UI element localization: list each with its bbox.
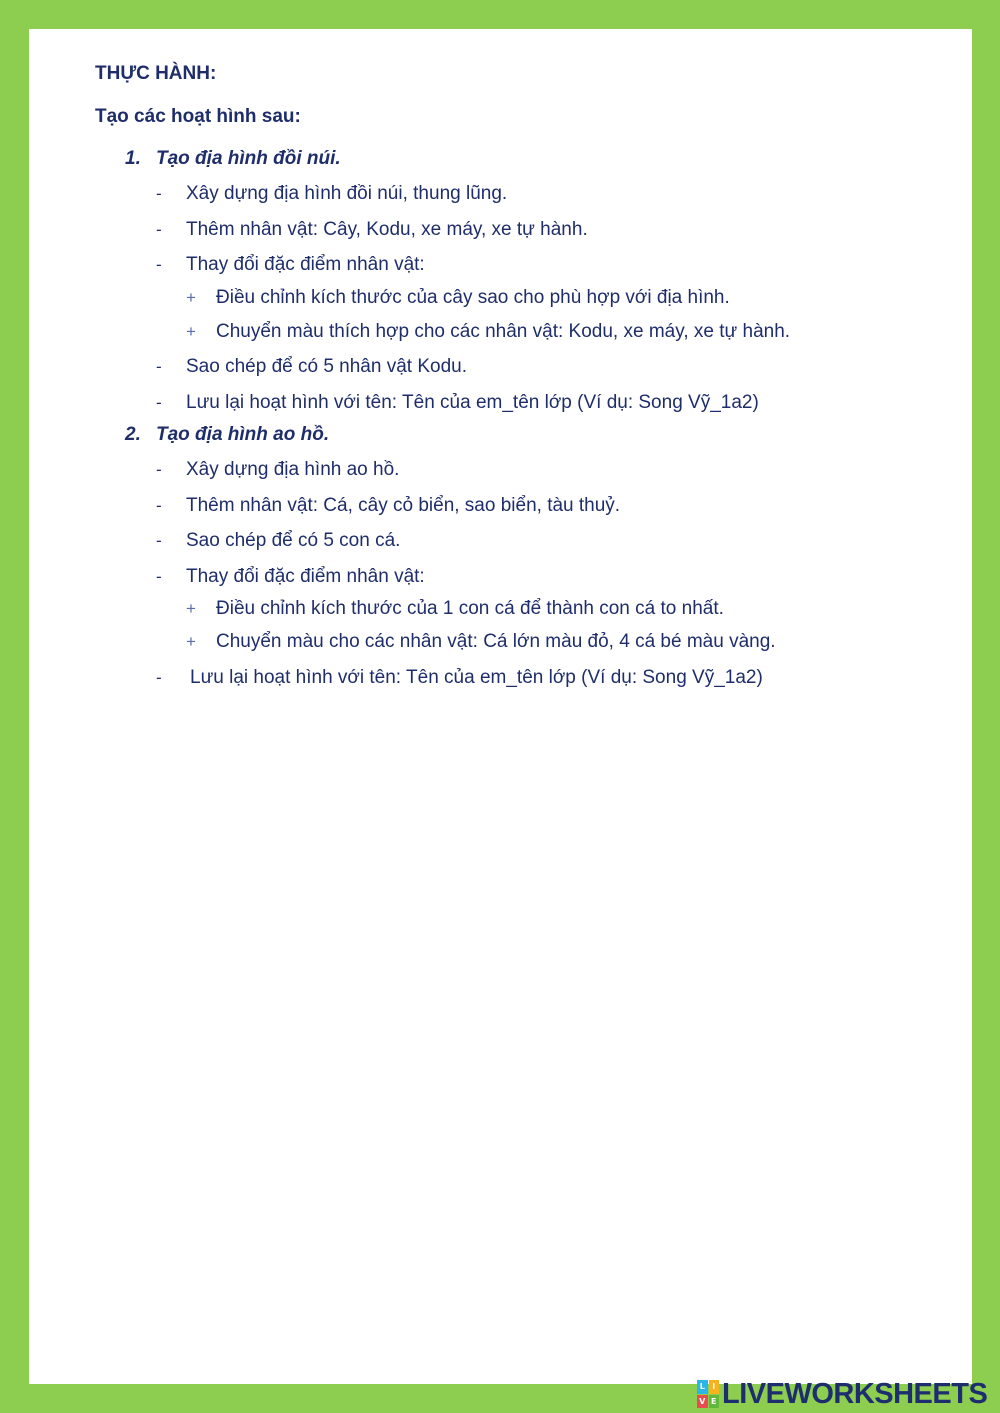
list-item: Thêm nhân vật: Cá, cây cỏ biển, sao biển, tàu thuỷ. bbox=[186, 495, 621, 516]
bullet-plus: + bbox=[186, 288, 196, 307]
liveworksheets-logo-icon bbox=[697, 1380, 719, 1408]
bullet-dash: - bbox=[156, 255, 162, 274]
logo-text: LIVEWORKSHEETS bbox=[722, 1377, 988, 1410]
bullet-plus: + bbox=[186, 599, 196, 618]
list-item: Sao chép để có 5 con cá. bbox=[186, 530, 401, 551]
bullet-plus: + bbox=[186, 632, 196, 651]
list-item: Thêm nhân vật: Cây, Kodu, xe máy, xe tự hành. bbox=[186, 219, 588, 240]
sub-list-item: Điều chỉnh kích thước của cây sao cho phù hợp với địa hình. bbox=[216, 287, 730, 308]
liveworksheets-logo[interactable] bbox=[697, 1378, 987, 1410]
section-1-title: Tạo địa hình đồi núi. bbox=[156, 148, 341, 169]
bullet-dash: - bbox=[156, 668, 162, 687]
list-item: Lưu lại hoạt hình với tên: Tên của em_tên lớp (Ví dụ: Song Vỹ_1a2) bbox=[190, 667, 763, 688]
bullet-dash: - bbox=[156, 393, 162, 412]
section-1-number: 1. bbox=[125, 148, 141, 169]
page-heading: THỰC HÀNH: bbox=[95, 63, 217, 84]
bullet-dash: - bbox=[156, 184, 162, 203]
bullet-dash: - bbox=[156, 357, 162, 376]
bullet-dash: - bbox=[156, 220, 162, 239]
list-item: Sao chép để có 5 nhân vật Kodu. bbox=[186, 356, 467, 377]
list-item: Xây dựng địa hình ao hồ. bbox=[186, 459, 400, 480]
list-item: Xây dựng địa hình đồi núi, thung lũng. bbox=[186, 183, 508, 204]
bullet-dash: - bbox=[156, 531, 162, 550]
page-subheading: Tạo các hoạt hình sau: bbox=[95, 106, 301, 127]
logo-mark-letter: L bbox=[697, 1380, 708, 1394]
sub-list-item: Chuyển màu cho các nhân vật: Cá lớn màu đỏ, 4 cá bé màu vàng. bbox=[216, 631, 776, 652]
bullet-dash: - bbox=[156, 496, 162, 515]
list-item: Lưu lại hoạt hình với tên: Tên của em_tên lớp (Ví dụ: Song Vỹ_1a2) bbox=[186, 392, 759, 413]
bullet-plus: + bbox=[186, 322, 196, 341]
sub-list-item: Chuyển màu thích hợp cho các nhân vật: Kodu, xe máy, xe tự hành. bbox=[216, 321, 791, 342]
bullet-dash: - bbox=[156, 567, 162, 586]
list-item: Thay đổi đặc điểm nhân vật: bbox=[186, 566, 425, 587]
section-2-number: 2. bbox=[125, 424, 141, 445]
list-item: Thay đổi đặc điểm nhân vật: bbox=[186, 254, 425, 275]
logo-mark-letter: I bbox=[709, 1380, 720, 1394]
logo-mark-letter: V bbox=[697, 1395, 708, 1409]
section-2-title: Tạo địa hình ao hồ. bbox=[156, 424, 330, 445]
bullet-dash: - bbox=[156, 460, 162, 479]
logo-mark-letter: E bbox=[709, 1395, 720, 1409]
sub-list-item: Điều chỉnh kích thước của 1 con cá để thành con cá to nhất. bbox=[216, 598, 724, 619]
